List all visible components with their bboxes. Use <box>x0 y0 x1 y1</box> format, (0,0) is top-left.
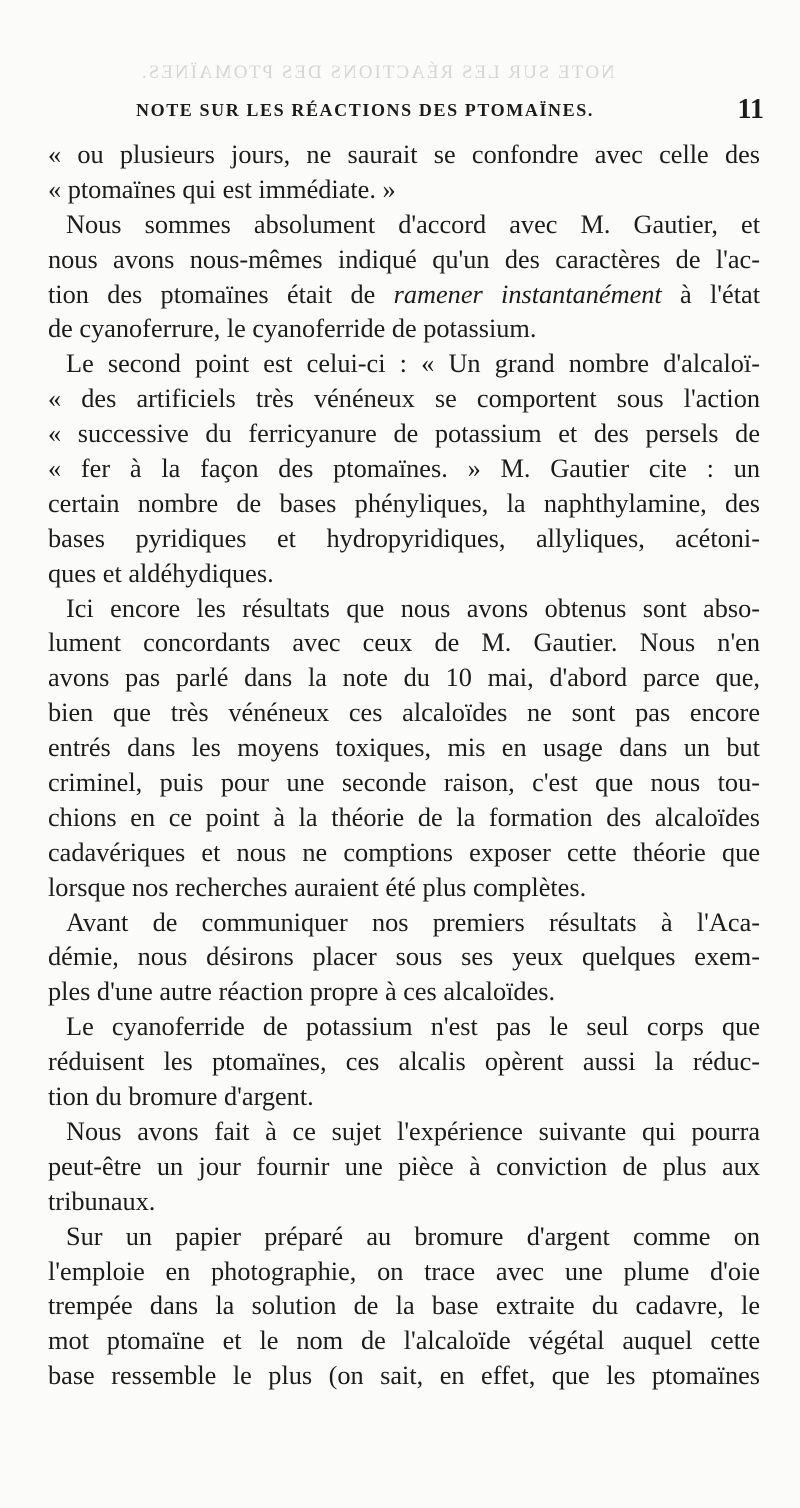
text-segment: à l'état <box>661 279 761 309</box>
text-line: Nous avons fait à ce sujet l'expérience suivante qui pourra <box>66 1116 760 1146</box>
text-line: mot ptomaïne et le nom de l'alcaloïde végétal auquel cette <box>48 1326 760 1356</box>
text-line: base ressemble le plus (on sait, en effet, que les ptomaïnes <box>48 1361 760 1391</box>
running-title: NOTE SUR LES RÉACTIONS DES PTOMAÏNES. <box>136 100 594 120</box>
text-line: cadavériques et nous ne comptions exposer cette théorie que <box>48 837 760 867</box>
text-line: « ou plusieurs jours, ne saurait se confondre avec celle des <box>48 140 760 169</box>
text-line: criminel, puis pour une seconde raison, c'est que nous tou- <box>48 768 760 798</box>
page-header <box>48 94 764 128</box>
text-line: Le second point est celui-ci : « Un grand nombre d'alcaloï- <box>66 349 760 379</box>
text-line: de cyanoferrure, le cyanoferride de potassium. <box>48 314 537 344</box>
page-number: 11 <box>737 94 764 125</box>
text-line: chions en ce point à la théorie de la formation des alcaloïdes <box>48 802 760 832</box>
text-line: bases pyridiques et hydropyridiques, allyliques, acétoni- <box>48 523 760 553</box>
text-line: l'emploie en photographie, on trace avec une plume d'oie <box>48 1256 760 1286</box>
text-line: réduisent les ptomaïnes, ces alcalis opèrent aussi la réduc- <box>48 1047 760 1077</box>
emphasis-text: ramener instantanément <box>393 279 662 309</box>
text-line: lorsque nos recherches auraient été plus complètes. <box>48 872 587 902</box>
text-line: « successive du ferricyanure de potassium et des persels de <box>48 419 760 449</box>
text-segment: tion des ptomaïnes était de <box>48 279 394 309</box>
text-line: peut-être un jour fournir une pièce à conviction de plus aux <box>48 1151 760 1181</box>
text-line: ques et aldéhydiques. <box>48 558 274 588</box>
text-line: Nous sommes absolument d'accord avec M. Gautier, et <box>66 209 760 239</box>
text-line: Le cyanoferride de potassium n'est pas le seul corps que <box>66 1012 760 1042</box>
text-line: ples d'une autre réaction propre à ces alcaloïdes. <box>48 977 556 1007</box>
text-line: « fer à la façon des ptomaïnes. » M. Gautier cite : un <box>48 454 760 484</box>
text-line: tribunaux. <box>48 1186 156 1216</box>
text-line: entrés dans les moyens toxiques, mis en usage dans un but <box>48 733 760 763</box>
text-line <box>48 278 760 313</box>
text-line: « ptomaïnes qui est immédiate. » <box>48 174 396 204</box>
text-line: Sur un papier préparé au bromure d'argent comme on <box>66 1221 760 1251</box>
text-line: trempée dans la solution de la base extraite du cadavre, le <box>48 1291 760 1321</box>
bleed-through-text: NOTE SUR LES RÉACTIONS DES PTOMAÏNES. <box>140 62 615 83</box>
body-text <box>48 138 760 1394</box>
text-line: Avant de communiquer nos premiers résultats à l'Aca- <box>66 907 760 937</box>
text-line: nous avons nous-mêmes indiqué qu'un des caractères de l'ac- <box>48 244 760 274</box>
text-line: certain nombre de bases phényliques, la naphthylamine, des <box>48 488 760 518</box>
text-line: tion du bromure d'argent. <box>48 1082 314 1112</box>
text-line: démie, nous désirons placer sous ses yeux quelques exem- <box>48 942 760 972</box>
text-line: avons pas parlé dans la note du 10 mai, d'abord parce que, <box>48 663 760 693</box>
text-line: bien que très vénéneux ces alcaloïdes ne sont pas encore <box>48 698 760 728</box>
text-line: Ici encore les résultats que nous avons obtenus sont abso- <box>66 593 760 623</box>
text-line: lument concordants avec ceux de M. Gautier. Nous n'en <box>48 628 760 658</box>
text-line: « des artificiels très vénéneux se comportent sous l'action <box>48 384 760 414</box>
